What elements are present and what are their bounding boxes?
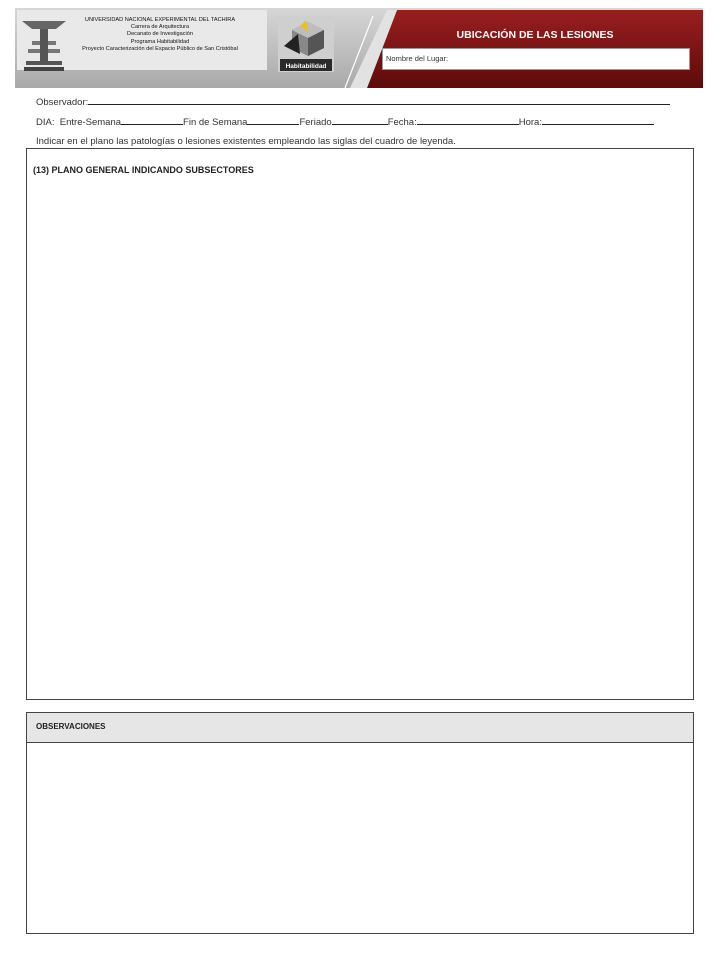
institution-text bbox=[60, 17, 260, 53]
time-field[interactable] bbox=[542, 114, 654, 125]
institution-line: UNIVERSIDAD NACIONAL EXPERIMENTAL DEL TACHIRA bbox=[84, 17, 236, 23]
place-name-field[interactable] bbox=[382, 48, 690, 70]
weekday-field[interactable] bbox=[121, 114, 183, 125]
habitabilidad-logo-text: Habitabilidad bbox=[285, 63, 327, 70]
weekday-label: Entre-Semana bbox=[59, 117, 122, 128]
observer-row bbox=[36, 94, 670, 108]
weekend-label: Fin de Semana bbox=[183, 117, 248, 128]
holiday-label: Feriado bbox=[299, 117, 332, 128]
day-label: DIA: bbox=[36, 117, 55, 128]
day-row bbox=[36, 114, 654, 128]
institution-line: Carrera de Arquitectura bbox=[130, 24, 190, 31]
date-field[interactable] bbox=[417, 114, 519, 125]
instruction-text: Indicar en el plano las patologías o lesiones existentes empleando las siglas del cuadro de leyenda. bbox=[36, 136, 456, 147]
plan-title: (13) PLANO GENERAL INDICANDO SUBSECTORES bbox=[33, 165, 254, 175]
place-name-label: Nombre del Lugar: bbox=[386, 54, 449, 63]
observations-header bbox=[27, 713, 693, 743]
observations-title: OBSERVACIONES bbox=[36, 722, 106, 731]
plan-frame[interactable] bbox=[26, 148, 694, 700]
habitabilidad-logo bbox=[278, 16, 334, 72]
observations-frame[interactable] bbox=[26, 712, 694, 934]
institution-line: Decanato de Investigación bbox=[127, 31, 193, 38]
weekend-field[interactable] bbox=[247, 114, 299, 125]
date-label: Fecha: bbox=[387, 117, 417, 128]
page-header bbox=[15, 8, 703, 88]
observer-label: Observador: bbox=[36, 97, 89, 108]
section-title: UBICACIÓN DE LAS LESIONES bbox=[456, 29, 614, 41]
observer-field[interactable] bbox=[88, 94, 670, 105]
institution-line: Programa Habitabilidad bbox=[130, 38, 190, 45]
time-label: Hora: bbox=[518, 117, 542, 128]
holiday-field[interactable] bbox=[332, 114, 388, 125]
institution-line: Proyecto Caracterización del Espacio Público de San Cristóbal bbox=[82, 45, 238, 52]
